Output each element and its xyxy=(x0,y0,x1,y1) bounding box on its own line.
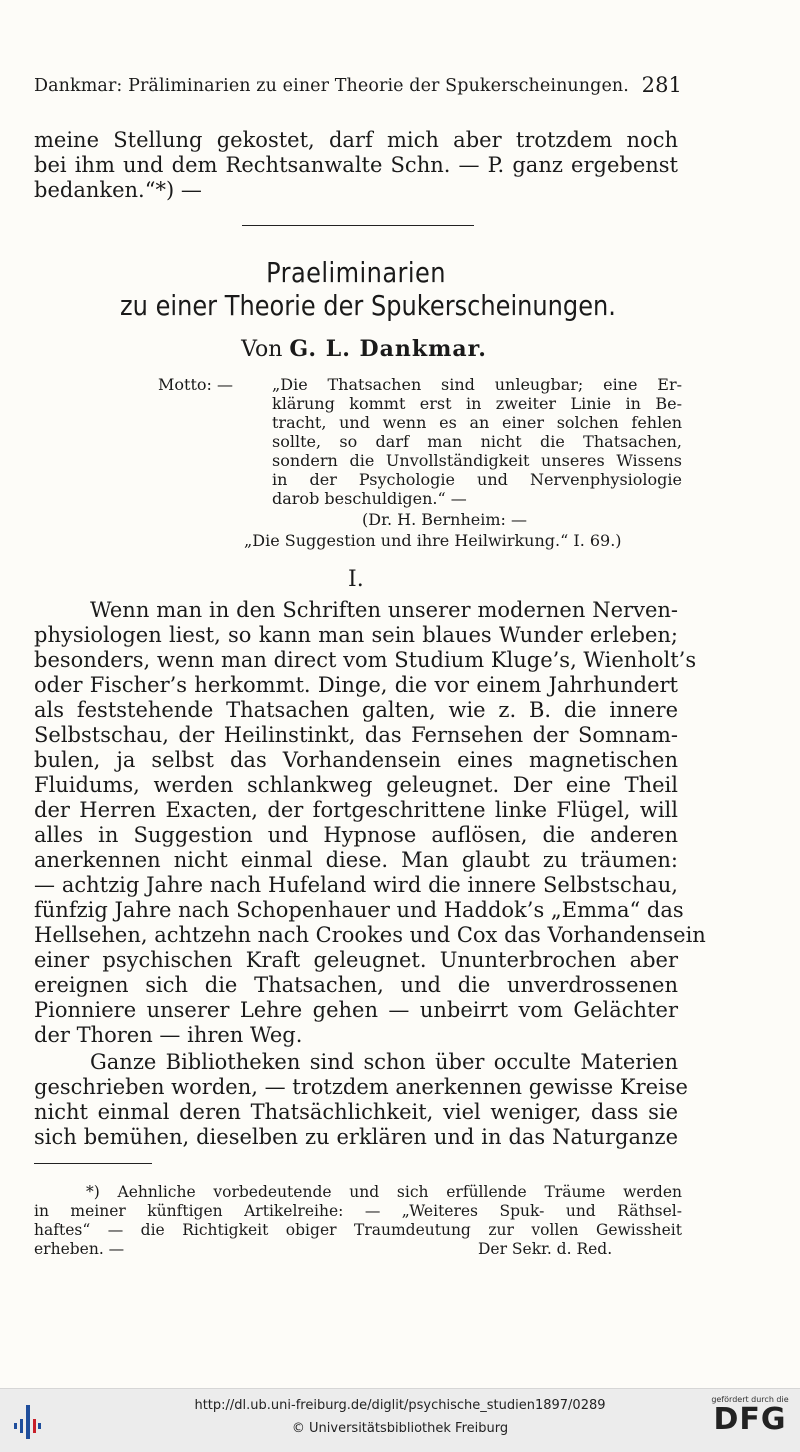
footnote-line: erheben. — xyxy=(34,1240,125,1258)
motto-attribution: (Dr. H. Bernheim: — xyxy=(362,510,527,529)
author-name: G. L. Dankmar. xyxy=(289,336,487,362)
article-title-line1: Praeliminarien xyxy=(266,256,446,289)
motto-line: tracht, und wenn es an einer solchen fehlen xyxy=(272,413,682,432)
page-number: 281 xyxy=(641,73,682,97)
motto-line: „Die Thatsachen sind unleugbar; eine Er- xyxy=(272,375,682,394)
body-line: besonders, wenn man direct vom Studium Kluge’s, Wienholt’s xyxy=(34,648,697,672)
body-line: Pionniere unserer Lehre gehen — unbeirrt vom Gelächter xyxy=(34,998,678,1022)
running-head xyxy=(34,73,682,97)
motto-line: darob beschuldigen.“ — xyxy=(272,489,467,508)
article-title-line2: zu einer Theorie der Spukerscheinungen. xyxy=(120,289,616,322)
body-line: nicht einmal deren Thatsächlichkeit, viel weniger, dass sie xyxy=(34,1100,678,1124)
body-line: physiologen liest, so kann man sein blaues Wunder erleben; xyxy=(34,623,678,647)
body-line: geschrieben worden, — trotzdem anerkennen gewisse Kreise xyxy=(34,1075,688,1099)
body-line: Hellsehen, achtzehn nach Crookes und Cox das Vorhandensein xyxy=(34,923,706,947)
intro-line: bedanken.“*) — xyxy=(34,178,202,202)
body-line: Wenn man in den Schriften unserer modernen Nerven- xyxy=(90,598,678,622)
dfg-logo xyxy=(710,1395,790,1436)
byline-prefix: Von xyxy=(241,337,283,362)
running-title: Dankmar: Präliminarien zu einer Theorie der Spukerscheinungen. xyxy=(34,76,629,96)
body-line: — achtzig Jahre nach Hufeland wird die innere Selbstschau, xyxy=(34,873,678,897)
motto-line: sondern die Unvollständigkeit unseres Wissens xyxy=(272,451,682,470)
body-line: als feststehende Thatsachen galten, wie z. B. die innere xyxy=(34,698,678,722)
section-divider xyxy=(242,225,474,226)
viewer-footer xyxy=(0,1388,800,1452)
motto-source: „Die Suggestion und ihre Heilwirkung.“ I. 69.) xyxy=(244,531,622,550)
body-line: der Herren Exacten, der fortgeschrittene linke Flügel, will xyxy=(34,798,678,822)
body-line: fünfzig Jahre nach Schopenhauer und Haddok’s „Emma“ das xyxy=(34,898,684,922)
motto-line: klärung kommt erst in zweiter Linie in Be- xyxy=(272,394,682,413)
permalink-url[interactable]: http://dl.ub.uni-freiburg.de/diglit/psychische_studien1897/0289 xyxy=(194,1398,606,1413)
motto-line: sollte, so darf man nicht die Thatsachen, xyxy=(272,432,682,451)
footnote-divider xyxy=(34,1163,152,1164)
funding-note: gefördert durch die xyxy=(711,1395,789,1404)
copyright-notice: © Universitätsbibliothek Freiburg xyxy=(291,1421,509,1436)
footnote-line: *) Aehnliche vorbedeutende und sich erfüllende Träume werden xyxy=(86,1183,682,1201)
footnote-signature: Der Sekr. d. Red. xyxy=(478,1240,613,1258)
intro-line: bei ihm und dem Rechtsanwalte Schn. — P. ganz ergebenst xyxy=(34,153,678,177)
section-number: I. xyxy=(348,567,364,592)
body-line: ereignen sich die Thatsachen, und die unverdrossenen xyxy=(34,973,678,997)
dfg-logo-text: DFG xyxy=(713,1402,787,1437)
body-line: anerkennen nicht einmal diese. Man glaubt zu träumen: xyxy=(34,848,678,872)
body-line: oder Fischer’s herkommt. Dinge, die vor einem Jahrhundert xyxy=(34,673,678,697)
motto-label: Motto: — xyxy=(158,375,233,394)
body-line: alles in Suggestion und Hypnose auflösen, die anderen xyxy=(34,823,678,847)
byline xyxy=(0,336,728,362)
footnote-line: haftes“ — die Richtigkeit obiger Traumdeutung zur vollen Gewissheit xyxy=(34,1221,682,1239)
body-line: Ganze Bibliotheken sind schon über occulte Materien xyxy=(90,1050,678,1074)
body-line: bulen, ja selbst das Vorhandensein eines magnetischen xyxy=(34,748,678,772)
body-line: Selbstschau, der Heilinstinkt, das Fernsehen der Somnam- xyxy=(34,723,678,747)
body-line: sich bemühen, dieselben zu erklären und in das Naturganze xyxy=(34,1125,678,1149)
body-line: Fluidums, werden schlankweg geleugnet. Der eine Theil xyxy=(34,773,678,797)
intro-line: meine Stellung gekostet, darf mich aber trotzdem noch xyxy=(34,128,678,152)
motto-line: in der Psychologie und Nervenphysiologie xyxy=(272,470,682,489)
footnote-line: in meiner künftigen Artikelreihe: — „Weiteres Spuk- und Räthsel- xyxy=(34,1202,682,1220)
body-line: der Thoren — ihren Weg. xyxy=(34,1023,303,1047)
body-line: einer psychischen Kraft geleugnet. Ununterbrochen aber xyxy=(34,948,678,972)
